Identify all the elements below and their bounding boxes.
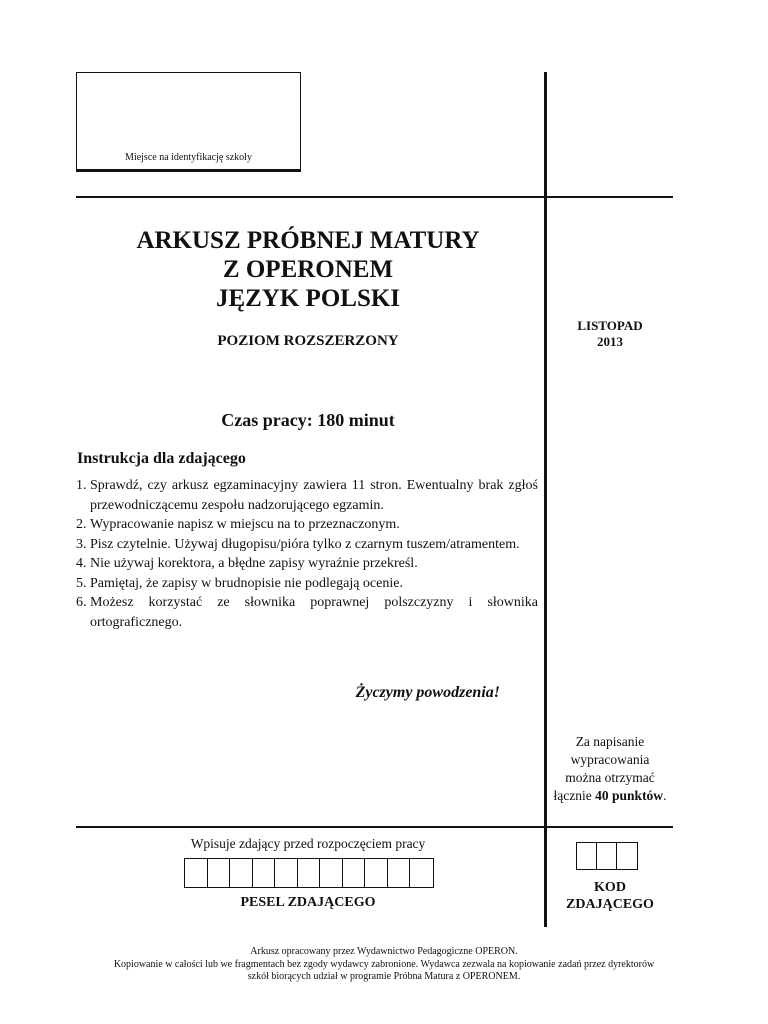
- title-line-2: Z OPERONEM: [222, 256, 394, 283]
- instruction-item: 2. Wypracowanie napisz w miejscu na to przeznaczonym.: [76, 517, 400, 532]
- pesel-digit-box[interactable]: [185, 859, 208, 887]
- pesel-digit-box[interactable]: [410, 859, 433, 887]
- pesel-digit-box[interactable]: [320, 859, 343, 887]
- pesel-digit-box[interactable]: [253, 859, 276, 887]
- instructions-list: [76, 476, 538, 632]
- exam-month: LISTOPAD: [577, 318, 643, 333]
- school-box-underline: [76, 170, 301, 172]
- pesel-digit-box[interactable]: [388, 859, 411, 887]
- exam-date: [548, 318, 672, 350]
- code-digit-box[interactable]: [577, 843, 597, 869]
- points-info: [548, 733, 672, 805]
- exam-year: 2013: [597, 334, 623, 349]
- points-line-1: Za napisanie: [575, 734, 645, 749]
- points-line-4: łącznie 40 punktów.: [553, 788, 667, 803]
- instruction-item: 4. Nie używaj korektora, a błędne zapisy wyraźnie przekreśl.: [76, 556, 418, 571]
- code-input-boxes[interactable]: [576, 842, 638, 870]
- instructions-heading: Instrukcja dla zdającego: [77, 450, 246, 467]
- pesel-digit-box[interactable]: [208, 859, 231, 887]
- pesel-digit-box[interactable]: [343, 859, 366, 887]
- pesel-digit-box[interactable]: [298, 859, 321, 887]
- code-label: KOD ZDAJĄCEGO: [566, 880, 654, 912]
- footer-note: [60, 946, 708, 984]
- pesel-caption: Wpisuje zdający przed rozpoczęciem pracy: [190, 836, 426, 851]
- instruction-item: 5. Pamiętaj, że zapisy w brudnopisie nie podlegają ocenie.: [76, 575, 403, 591]
- title-line-3: JĘZYK POLSKI: [215, 285, 401, 312]
- points-total: 40 punktów: [595, 788, 664, 803]
- header-divider: [76, 196, 673, 198]
- points-line-2: wypracowania: [570, 752, 650, 767]
- exam-duration: Czas pracy: 180 minut: [221, 410, 395, 430]
- title-line-1: ARKUSZ PRÓBNEJ MATURY: [136, 227, 480, 254]
- school-identification-box: [76, 72, 301, 170]
- exam-level: POZIOM ROZSZERZONY: [217, 333, 399, 349]
- good-luck-message: Życzymy powodzenia!: [355, 684, 500, 701]
- school-identification-label: Miejsce na identyfikację szkoły: [125, 152, 252, 163]
- pesel-digit-box[interactable]: [275, 859, 298, 887]
- exam-title: [80, 226, 536, 313]
- footer-line-2: Kopiowanie w całości lub we fragmentach bez zgody wydawcy zabronione. Wydawca zezwala na kopiowanie zadań przez dyrektorów: [113, 958, 655, 970]
- points-line-3: można otrzymać: [565, 770, 655, 785]
- footer-line-3: szkół biorących udział w programie Próbna Matura z OPERONEM.: [247, 971, 521, 982]
- code-digit-box[interactable]: [617, 843, 637, 869]
- pesel-input-boxes[interactable]: [184, 858, 434, 888]
- pesel-digit-box[interactable]: [230, 859, 253, 887]
- footer-divider: [76, 826, 673, 828]
- instruction-item: 3. Pisz czytelnie. Używaj długopisu/pióra tylko z czarnym tuszem/atramentem.: [76, 536, 520, 552]
- pesel-label: PESEL ZDAJĄCEGO: [240, 895, 376, 910]
- vertical-divider: [544, 72, 547, 927]
- pesel-digit-box[interactable]: [365, 859, 388, 887]
- footer-line-1: Arkusz opracowany przez Wydawnictwo Pedagogiczne OPERON.: [250, 946, 518, 957]
- instruction-item: 1. Sprawdź, czy arkusz egzaminacyjny zawiera 11 stron. Ewentualny brak zgłoś przewodniczącemu zespołu nadzorującego egzamin.: [76, 478, 538, 513]
- code-digit-box[interactable]: [597, 843, 617, 869]
- instruction-item: 6. Możesz korzystać ze słownika poprawnej polszczyzny i słownika ortograficznego.: [76, 595, 538, 630]
